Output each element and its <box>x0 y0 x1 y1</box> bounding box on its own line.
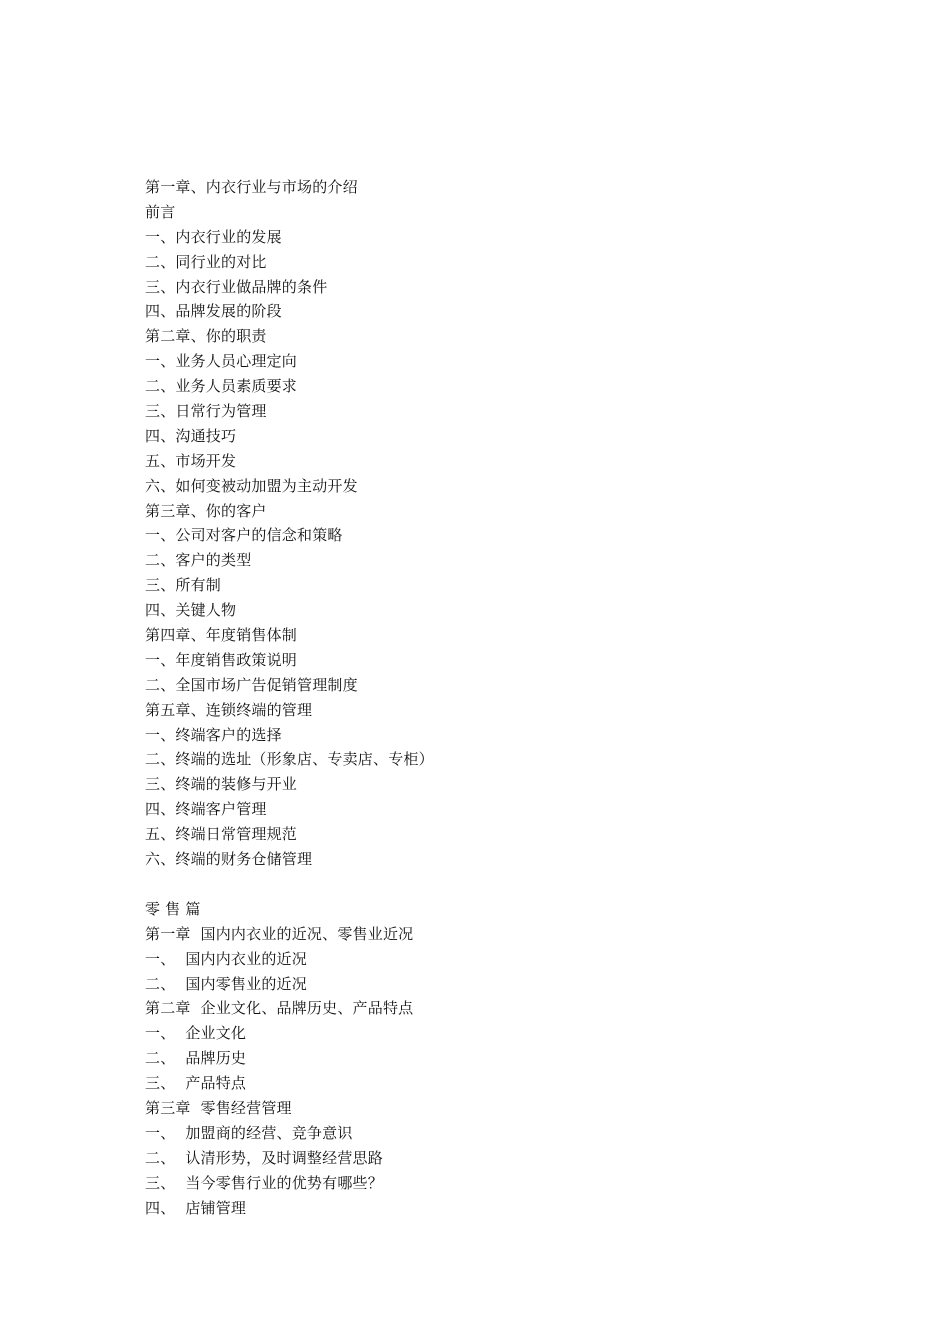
document-page <box>145 175 845 1220</box>
chapter-heading: 第一章、内衣行业与市场的介绍 <box>145 178 358 196</box>
toc-line: 二、 认清形势，及时调整经营思路 <box>145 1148 383 1167</box>
toc-line: 三、日常行为管理 <box>145 402 267 421</box>
toc-line: 二、同行业的对比 <box>145 252 267 271</box>
toc-line: 三、终端的装修与开业 <box>145 775 298 794</box>
chapter-heading: 第二章、你的职责 <box>145 327 267 346</box>
toc-line: 二、客户的类型 <box>145 551 252 570</box>
toc-line: 四、沟通技巧 <box>145 426 237 445</box>
toc-line: 三、 当今零售行业的优势有哪些？ <box>145 1173 383 1192</box>
toc-line: 三、 产品特点 <box>145 1074 247 1093</box>
toc-line: 二、终端的选址（形象店、专卖店、专柜） <box>145 750 434 769</box>
blank-line <box>145 872 845 897</box>
toc-line: 二、全国市场广告促销管理制度 <box>145 675 358 694</box>
toc-line: 一、年度销售政策说明 <box>145 650 298 669</box>
toc-line: 一、内衣行业的发展 <box>145 227 282 246</box>
chapter-heading: 第二章 企业文化、品牌历史、产品特点 <box>145 999 414 1018</box>
retail-section-title: 零 售 篇 <box>145 899 201 918</box>
chapter-heading: 第四章、年度销售体制 <box>145 626 298 645</box>
toc-line: 五、市场开发 <box>145 451 237 470</box>
chapter-heading: 第三章 零售经营管理 <box>145 1098 292 1117</box>
toc-line: 三、内衣行业做品牌的条件 <box>145 277 328 296</box>
toc-line: 一、 国内内衣业的近况 <box>145 949 307 968</box>
toc-line: 一、终端客户的选择 <box>145 725 282 744</box>
toc-line: 一、 企业文化 <box>145 1024 247 1043</box>
toc-line: 四、 店铺管理 <box>145 1198 247 1217</box>
toc-line: 一、公司对客户的信念和策略 <box>145 526 343 545</box>
toc-line: 六、终端的财务仓储管理 <box>145 850 313 869</box>
toc-line: 二、业务人员素质要求 <box>145 377 298 396</box>
toc-line: 四、品牌发展的阶段 <box>145 302 282 321</box>
chapter-heading: 第一章 国内内衣业的近况、零售业近况 <box>145 924 414 943</box>
toc-line: 二、 品牌历史 <box>145 1049 247 1068</box>
toc-line: 四、终端客户管理 <box>145 800 267 819</box>
toc-line: 四、关键人物 <box>145 601 237 620</box>
toc-line: 一、 加盟商的经营、竞争意识 <box>145 1123 353 1142</box>
chapter-heading: 第五章、连锁终端的管理 <box>145 700 313 719</box>
toc-line: 六、如何变被动加盟为主动开发 <box>145 476 358 495</box>
toc-line: 五、终端日常管理规范 <box>145 825 298 844</box>
toc-line: 三、所有制 <box>145 576 222 595</box>
toc-line: 前言 <box>145 202 176 221</box>
toc-line: 二、 国内零售业的近况 <box>145 974 307 993</box>
toc-line: 一、业务人员心理定向 <box>145 352 298 371</box>
chapter-heading: 第三章、你的客户 <box>145 501 267 520</box>
